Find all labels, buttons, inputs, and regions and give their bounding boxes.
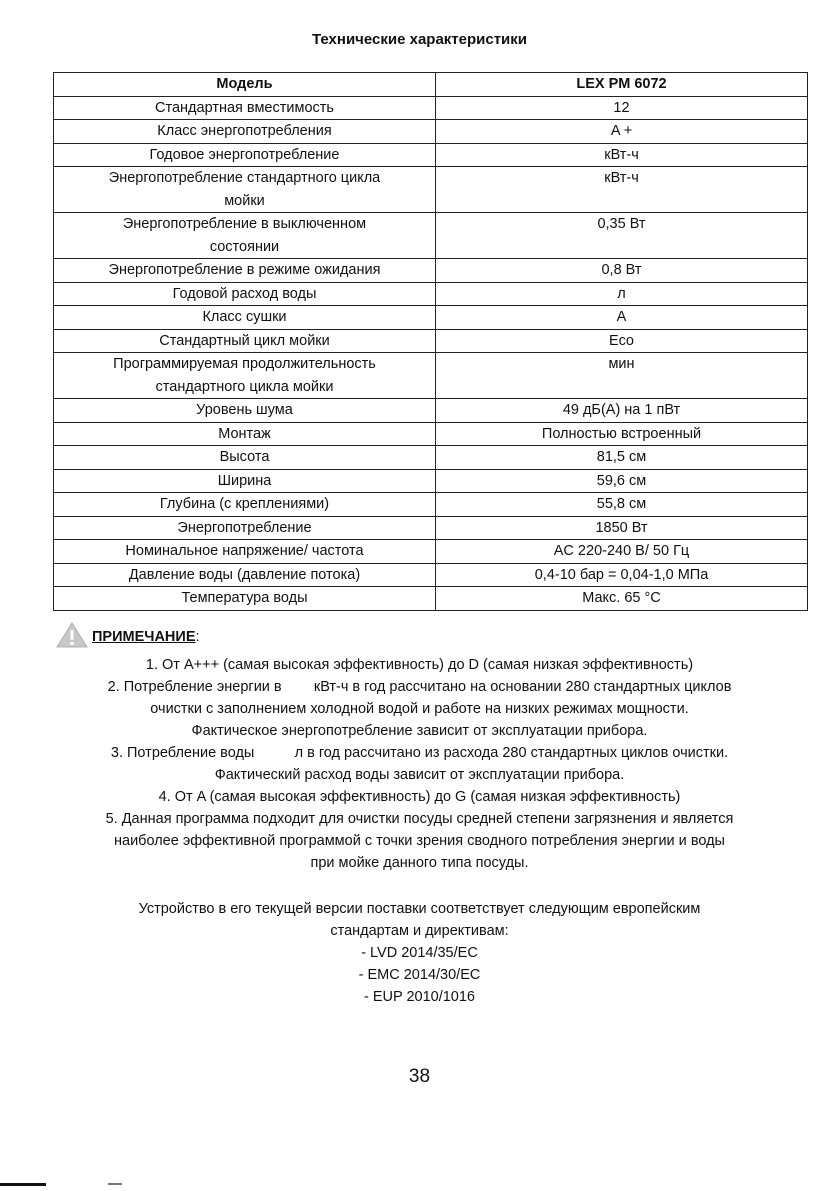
param-line: состоянии [209, 238, 280, 255]
param-line: Номинальное напряжение/ частота [125, 543, 364, 559]
value-cell: кВт-ч [436, 167, 808, 213]
value-cell: A [436, 306, 808, 330]
table-row [54, 96, 808, 120]
param-cell [54, 329, 436, 353]
param-cell [54, 120, 436, 144]
footer-rule [0, 1183, 46, 1186]
param-line: Стандартный цикл мойки [159, 332, 330, 349]
param-cell [54, 213, 436, 259]
value-cell: Eco [436, 329, 808, 353]
param-line: Энергопотребление стандартного цикла [108, 170, 381, 186]
table-row [54, 469, 808, 493]
note-heading [56, 622, 200, 648]
value-cell: AC 220-240 В/ 50 Гц [436, 540, 808, 564]
standards-line: Устройство в его текущей версии поставки соответствует следующим европейским [138, 901, 701, 917]
table-row [54, 422, 808, 446]
param-cell [54, 422, 436, 446]
param-cell [54, 587, 436, 611]
param-line: Уровень шума [196, 402, 293, 418]
table-row [54, 329, 808, 353]
table-row [54, 516, 808, 540]
table-row [54, 446, 808, 470]
param-line: Годовой расход воды [172, 285, 317, 302]
param-cell [54, 306, 436, 330]
param-line: Высота [219, 449, 270, 465]
value-cell: 0,8 Вт [436, 259, 808, 283]
value-cell: 0,35 Вт [436, 213, 808, 259]
header-param: Модель [54, 73, 436, 97]
param-cell [54, 399, 436, 423]
value-cell: Макс. 65 °С [436, 587, 808, 611]
page-title: Технические характеристики [311, 31, 528, 48]
note-colon: : [195, 629, 200, 645]
note-line: при мойке данного типа посуды. [310, 855, 529, 871]
table-row [54, 167, 808, 213]
param-line: Класс сушки [202, 309, 287, 325]
param-cell [54, 282, 436, 306]
param-line: Энергопотребление в выключенном [122, 216, 367, 232]
note-line: Фактический расход воды зависит от эксплуатации прибора. [214, 767, 625, 783]
standards-line: - LVD 2014/35/EC [361, 945, 478, 961]
value-cell: 55,8 см [436, 493, 808, 517]
param-cell [54, 469, 436, 493]
param-cell [54, 540, 436, 564]
value-cell: 81,5 см [436, 446, 808, 470]
note-line: 4. От A (самая высокая эффективность) до G (самая низкая эффективность) [158, 789, 681, 805]
param-line: Ширина [217, 472, 272, 489]
note-line: 3. Потребление воды л в год рассчитано из расхода 280 стандартных циклов очистки. [110, 745, 729, 761]
value-cell: кВт-ч [436, 143, 808, 167]
table-row [54, 143, 808, 167]
page-number: 38 [408, 1066, 431, 1087]
note-line: 1. От A+++ (самая высокая эффективность) до D (самая низкая эффективность) [145, 657, 694, 673]
param-cell [54, 516, 436, 540]
param-line: Энергопотребление [177, 519, 312, 536]
table-row [54, 282, 808, 306]
table-row [54, 587, 808, 611]
param-cell [54, 96, 436, 120]
note-label: ПРИМЕЧАНИЕ [92, 629, 196, 645]
standards-line: - EUP 2010/1016 [364, 989, 475, 1005]
value-cell: 59,6 см [436, 469, 808, 493]
note-line: 2. Потребление энергии в кВт-ч в год рассчитано на основании 280 стандартных циклов [107, 679, 732, 695]
table-row [54, 399, 808, 423]
value-cell: 12 [436, 96, 808, 120]
param-line: Годовое энергопотребление [149, 146, 340, 163]
param-line: стандартного цикла мойки [155, 378, 334, 395]
standards-line: стандартам и директивам: [330, 923, 509, 939]
table-row [54, 259, 808, 283]
param-cell [54, 353, 436, 399]
table-row [54, 213, 808, 259]
param-line: Монтаж [218, 425, 271, 442]
standards-line: - EMC 2014/30/EC [358, 967, 481, 983]
value-cell: 0,4-10 бар = 0,04-1,0 МПа [436, 563, 808, 587]
param-line: Температура воды [181, 590, 308, 606]
note-line: очистки с заполнением холодной водой и работе на низких режимах мощности. [150, 701, 689, 717]
spec-table [53, 72, 808, 611]
table-row [54, 540, 808, 564]
note-lines [0, 654, 839, 874]
table-header-row [54, 73, 808, 97]
param-cell [54, 446, 436, 470]
table-row [54, 493, 808, 517]
param-cell [54, 259, 436, 283]
footer-mark [108, 1183, 122, 1185]
param-cell [54, 493, 436, 517]
param-line: Программируемая продолжительность [113, 356, 376, 372]
warning-triangle-icon [56, 622, 88, 648]
table-row [54, 306, 808, 330]
value-cell: A + [436, 120, 808, 144]
standards-section [0, 898, 839, 1008]
value-cell: мин [436, 353, 808, 399]
note-line: 5. Данная программа подходит для очистки посуды средней степени загрязнения и является [105, 811, 734, 827]
value-cell: Полностью встроенный [436, 422, 808, 446]
value-cell: л [436, 282, 808, 306]
note-line: наиболее эффективной программой с точки зрения сводного потребления энергии и воды [114, 833, 725, 849]
param-cell [54, 143, 436, 167]
header-model: LEX PM 6072 [436, 73, 808, 97]
value-cell: 49 дБ(А) на 1 пВт [436, 399, 808, 423]
table-row [54, 563, 808, 587]
param-cell [54, 167, 436, 213]
param-line: мойки [224, 192, 265, 209]
param-cell [54, 563, 436, 587]
param-line: Стандартная вместимость [155, 99, 334, 116]
param-line: Класс энергопотребления [157, 123, 332, 139]
table-row [54, 353, 808, 399]
note-line: Фактическое энергопотребление зависит от эксплуатации прибора. [191, 723, 648, 739]
param-line: Глубина (с креплениями) [159, 496, 330, 512]
param-line: Давление воды (давление потока) [128, 566, 361, 583]
param-line: Энергопотребление в режиме ожидания [108, 262, 381, 278]
table-row [54, 120, 808, 144]
value-cell: 1850 Вт [436, 516, 808, 540]
